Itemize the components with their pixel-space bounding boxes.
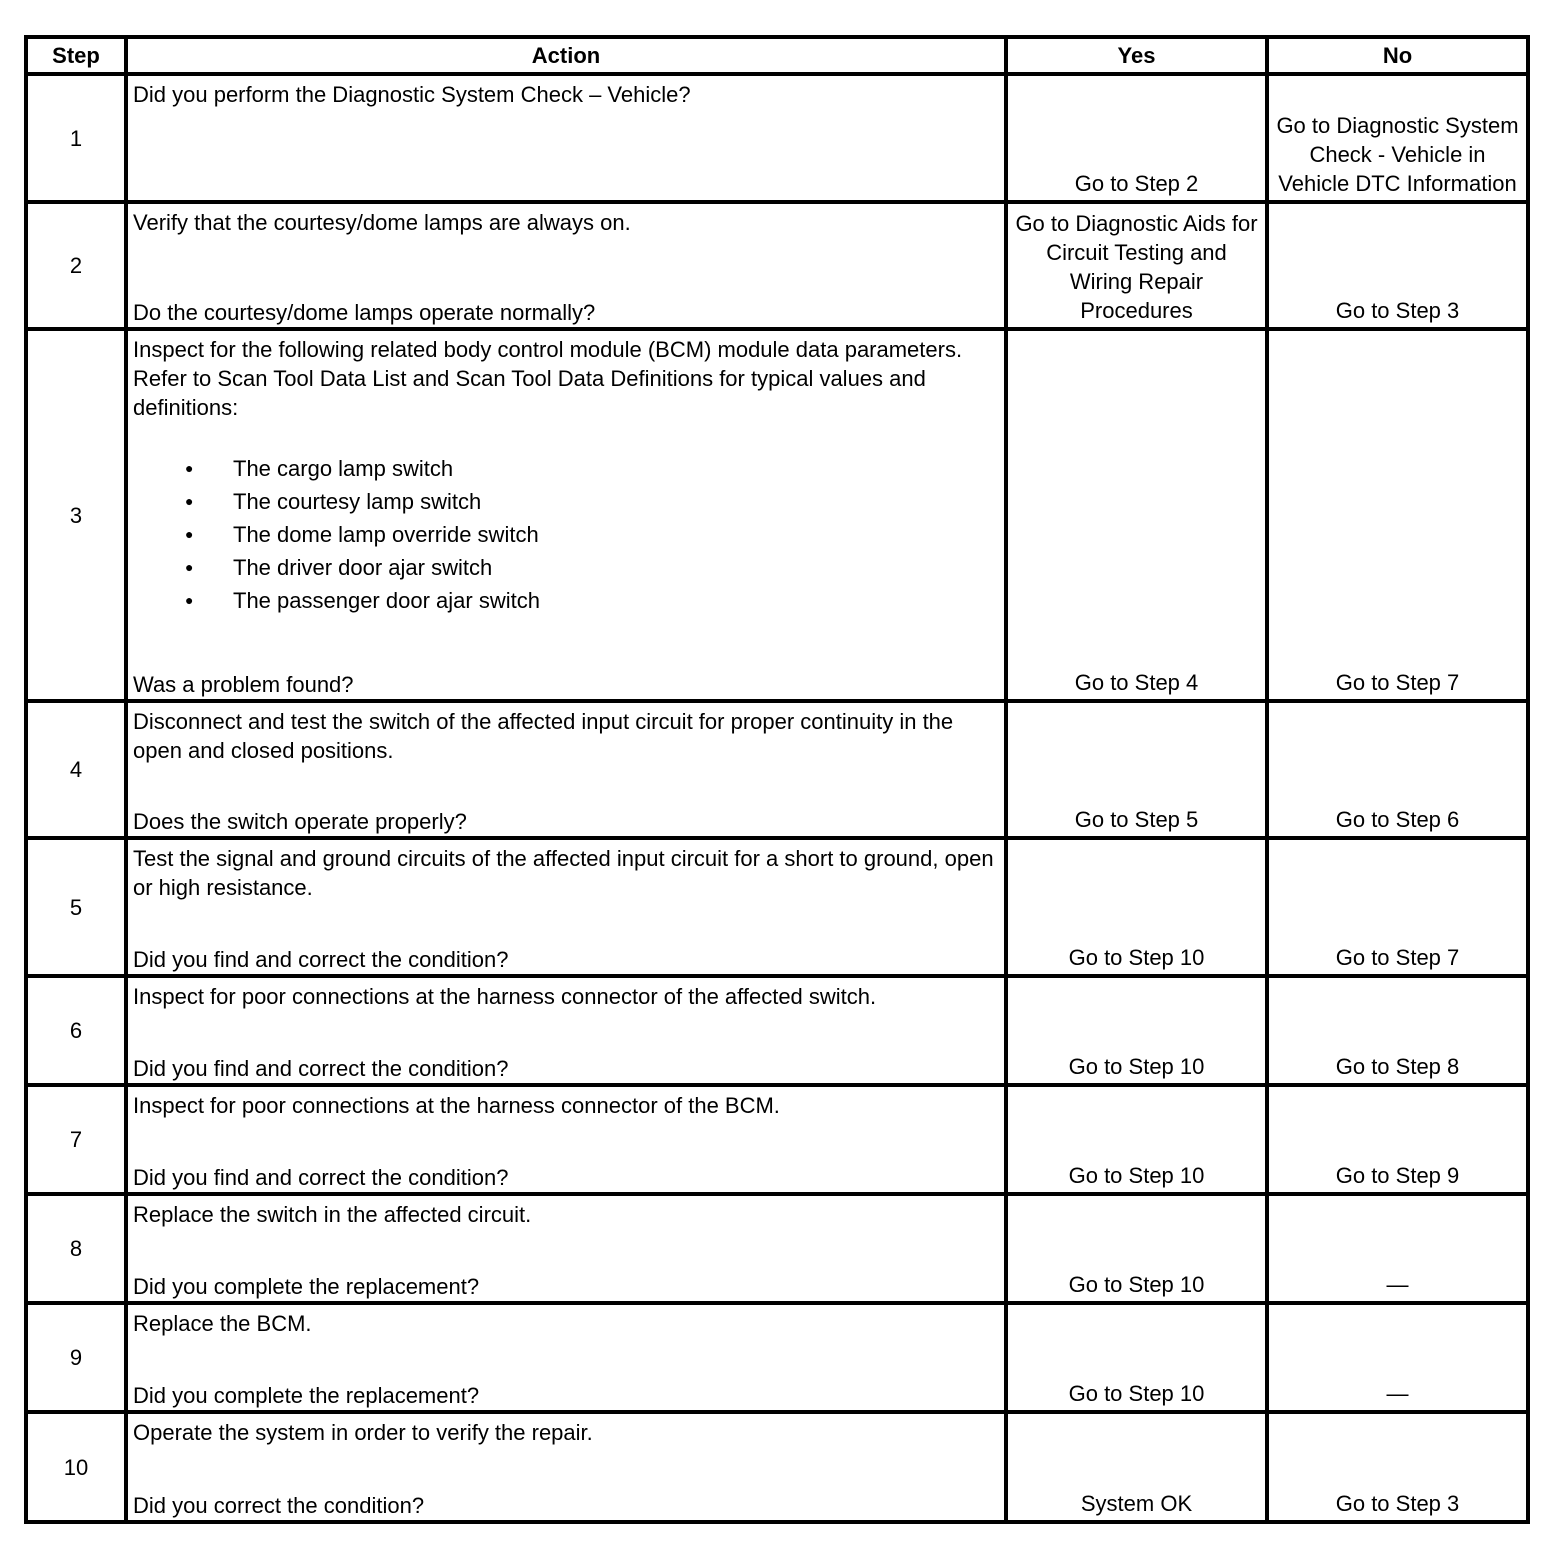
step-number: 8 — [26, 1194, 126, 1303]
action-question: Did you find and correct the condition? — [133, 947, 509, 972]
action-text: Inspect for poor connections at the harness connector of the BCM. — [133, 1093, 780, 1118]
no-outcome: Go to Step 9 — [1267, 1085, 1528, 1194]
no-outcome: Go to Step 7 — [1267, 329, 1528, 701]
yes-outcome: Go to Step 10 — [1006, 1303, 1267, 1412]
action-cell — [126, 202, 1006, 329]
parameter-item: ● The passenger door ajar switch — [133, 584, 1000, 617]
action-text: Test the signal and ground circuits of the affected input circuit for a short to ground, open or high resistance. — [133, 846, 994, 900]
yes-outcome: Go to Step 5 — [1006, 701, 1267, 838]
yes-outcome: System OK — [1006, 1412, 1267, 1522]
table-row — [26, 1412, 1528, 1522]
table-row — [26, 1085, 1528, 1194]
action-cell — [126, 1412, 1006, 1522]
step-number: 3 — [26, 329, 126, 701]
parameter-item: ● The dome lamp override switch — [133, 518, 1000, 551]
yes-outcome: Go to Step 10 — [1006, 1194, 1267, 1303]
action-question: Did you correct the condition? — [133, 1493, 425, 1518]
action-cell — [126, 1085, 1006, 1194]
action-cell — [126, 1194, 1006, 1303]
action-text: Inspect for poor connections at the harness connector of the affected switch. — [133, 984, 877, 1009]
header-row — [26, 37, 1528, 74]
action-text: Replace the BCM. — [133, 1311, 312, 1336]
table-row — [26, 838, 1528, 976]
action-cell — [126, 329, 1006, 701]
action-cell — [126, 838, 1006, 976]
parameter-list — [133, 452, 1000, 617]
action-question: Did you find and correct the condition? — [133, 1165, 509, 1190]
table-row — [26, 1194, 1528, 1303]
no-outcome: Go to Step 7 — [1267, 838, 1528, 976]
action-question: Was a problem found? — [133, 672, 354, 697]
table-row — [26, 1303, 1528, 1412]
parameter-item: ● The courtesy lamp switch — [133, 485, 1000, 518]
action-cell — [126, 701, 1006, 838]
action-text: Inspect for the following related body control module (BCM) module data parameters. Refer to Scan Tool Data List and Scan Tool Data Definitions for typical values and definitions: — [133, 337, 963, 420]
table-row — [26, 329, 1528, 701]
action-question: Does the switch operate properly? — [133, 809, 467, 834]
no-outcome: Go to Step 6 — [1267, 701, 1528, 838]
header-action: Action — [126, 37, 1006, 74]
action-cell — [126, 1303, 1006, 1412]
step-number: 6 — [26, 976, 126, 1085]
step-number: 2 — [26, 202, 126, 329]
action-text: Operate the system in order to verify the repair. — [133, 1420, 593, 1445]
no-outcome: Go to Step 3 — [1267, 202, 1528, 329]
no-outcome: Go to Diagnostic System Check - Vehicle in Vehicle DTC Information — [1267, 74, 1528, 202]
no-outcome: Go to Step 3 — [1267, 1412, 1528, 1522]
action-text: Replace the switch in the affected circuit. — [133, 1202, 532, 1227]
no-outcome: Go to Step 8 — [1267, 976, 1528, 1085]
action-text: Did you perform the Diagnostic System Check – Vehicle? — [133, 82, 691, 107]
step-number: 7 — [26, 1085, 126, 1194]
yes-outcome: Go to Step 10 — [1006, 976, 1267, 1085]
step-number: 1 — [26, 74, 126, 202]
yes-outcome: Go to Step 2 — [1006, 74, 1267, 202]
no-outcome: — — [1267, 1194, 1528, 1303]
table-row — [26, 976, 1528, 1085]
action-question: Did you complete the replacement? — [133, 1383, 480, 1408]
parameter-item: ● The cargo lamp switch — [133, 452, 1000, 485]
table-row — [26, 701, 1528, 838]
step-number: 9 — [26, 1303, 126, 1412]
action-question: Did you complete the replacement? — [133, 1274, 480, 1299]
parameter-item: ● The driver door ajar switch — [133, 551, 1000, 584]
step-number: 5 — [26, 838, 126, 976]
step-number: 4 — [26, 701, 126, 838]
yes-outcome: Go to Step 10 — [1006, 1085, 1267, 1194]
yes-outcome: Go to Step 4 — [1006, 329, 1267, 701]
header-step: Step — [26, 37, 126, 74]
step-number: 10 — [26, 1412, 126, 1522]
diagnostic-table — [24, 35, 1530, 1524]
action-text: Verify that the courtesy/dome lamps are always on. — [133, 210, 631, 235]
header-yes: Yes — [1006, 37, 1267, 74]
no-outcome: — — [1267, 1303, 1528, 1412]
table-row — [26, 74, 1528, 202]
action-cell — [126, 976, 1006, 1085]
action-cell — [126, 74, 1006, 202]
header-no: No — [1267, 37, 1528, 74]
table-row — [26, 202, 1528, 329]
action-question: Did you find and correct the condition? — [133, 1056, 509, 1081]
yes-outcome: Go to Step 10 — [1006, 838, 1267, 976]
yes-outcome: Go to Diagnostic Aids for Circuit Testing and Wiring Repair Procedures — [1006, 202, 1267, 329]
action-text: Disconnect and test the switch of the affected input circuit for proper continuity in the open and closed positions. — [133, 709, 954, 763]
action-question: Do the courtesy/dome lamps operate normally? — [133, 300, 596, 325]
